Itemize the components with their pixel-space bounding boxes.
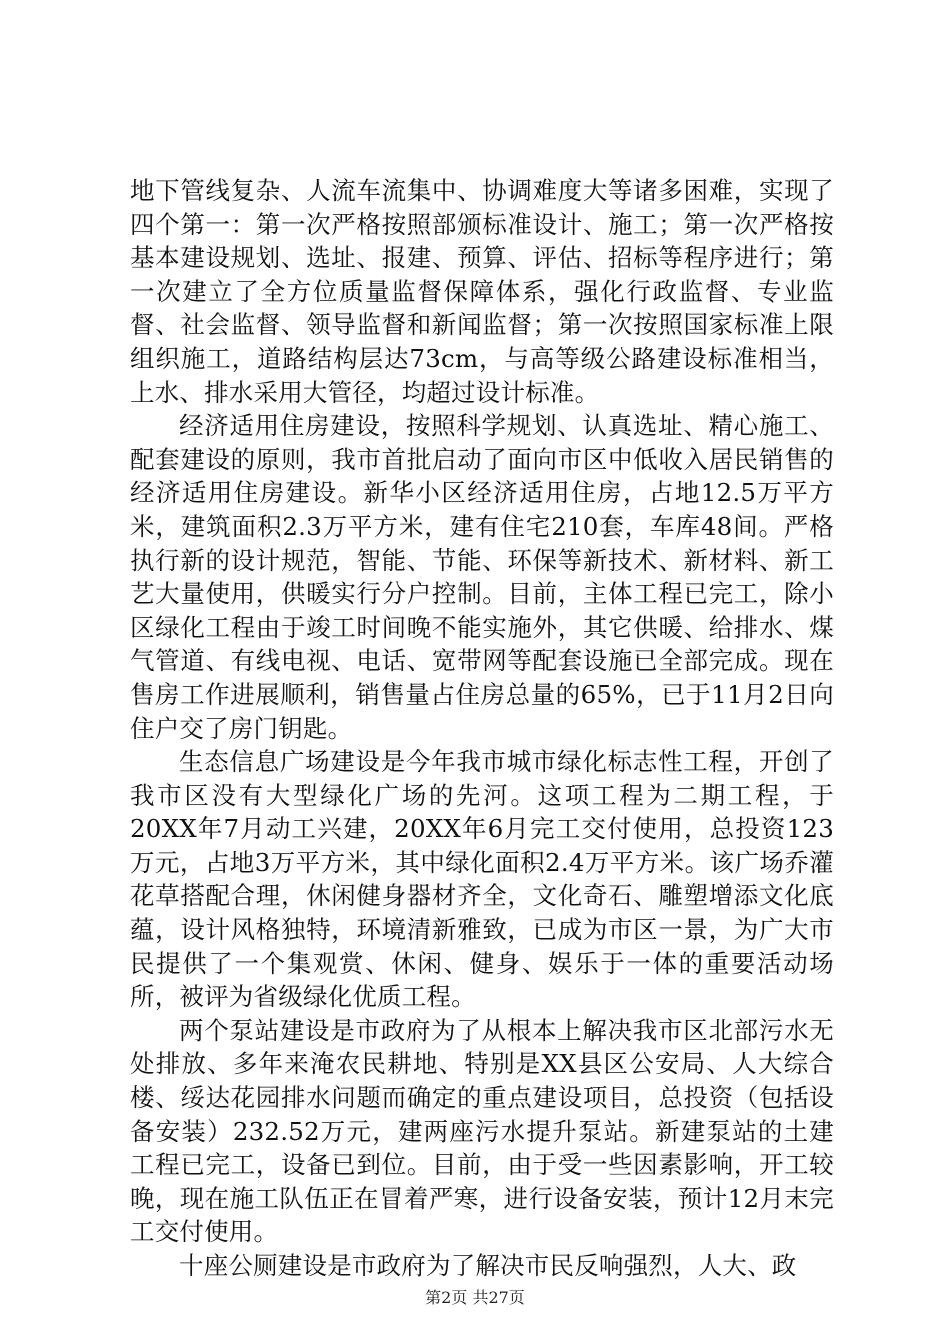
page-number-footer: 第2页 共27页 [425,1288,525,1307]
paragraph-public-toilets: 十座公厕建设是市政府为了解决市民反响强烈，人大、政 [179,1251,797,1280]
document-body [130,174,834,1283]
paragraph-eco-square: 生态信息广场建设是今年我市城市绿化标志性工程，开创了我市区没有大型绿化广场的先河。这项工程为二期工程，于20XX年7月动工兴建，20XX年6月完工交付使用，总投资123万元，占地3万平方米，其中绿化面积2.4万平方米。该广场乔灌花草搭配合理，休闲健身器材齐全，文化奇石、雕塑增添文化底蕴，设计风格独特，环境清新雅致，已成为市区一景，为广大市民提供了一个集观赏、休闲、健身、娱乐于一体的重要活动场所，被评为省级绿化优质工程。 [130,747,834,1012]
paragraph-continuation: 地下管线复杂、人流车流集中、协调难度大等诸多困难，实现了四个第一：第一次严格按照部颁标准设计、施工；第一次严格按基本建设规划、选址、报建、预算、评估、招标等程序进行；第一次建立了全方位质量监督保障体系，强化行政监督、专业监督、社会监督、领导监督和新闻监督；第一次按照国家标准上限组织施工，道路结构层达73cm，与高等级公路建设标准相当，上水、排水采用大管径，均超过设计标准。 [130,176,834,407]
paragraph-affordable-housing: 经济适用住房建设，按照科学规划、认真选址、精心施工、配套建设的原则，我市首批启动了面向市区中低收入居民销售的经济适用住房建设。新华小区经济适用住房，占地12.5万平方米，建筑面积2.3万平方米，建有住宅210套，车库48间。严格执行新的设计规范，智能、节能、环保等新技术、新材料、新工艺大量使用，供暖实行分户控制。目前，主体工程已完工，除小区绿化工程由于竣工时间晚不能实施外，其它供暖、给排水、煤气管道、有线电视、电话、宽带网等配套设施已全部完成。现在售房工作进展顺利，销售量占住房总量的65%，已于11月2日向住户交了房门钥匙。 [130,411,834,743]
paragraph-pump-stations: 两个泵站建设是市政府为了从根本上解决我市区北部污水无处排放、多年来淹农民耕地、特别是XX县区公安局、人大综合楼、绥达花园排水问题而确定的重点建设项目，总投资（包括设备安装）232.52万元，建两座污水提升泵站。新建泵站的土建工程已完工，设备已到位。目前，由于受一些因素影响，开工较晚，现在施工队伍正在冒着严寒，进行设备安装，预计12月末完工交付使用。 [130,1015,834,1247]
